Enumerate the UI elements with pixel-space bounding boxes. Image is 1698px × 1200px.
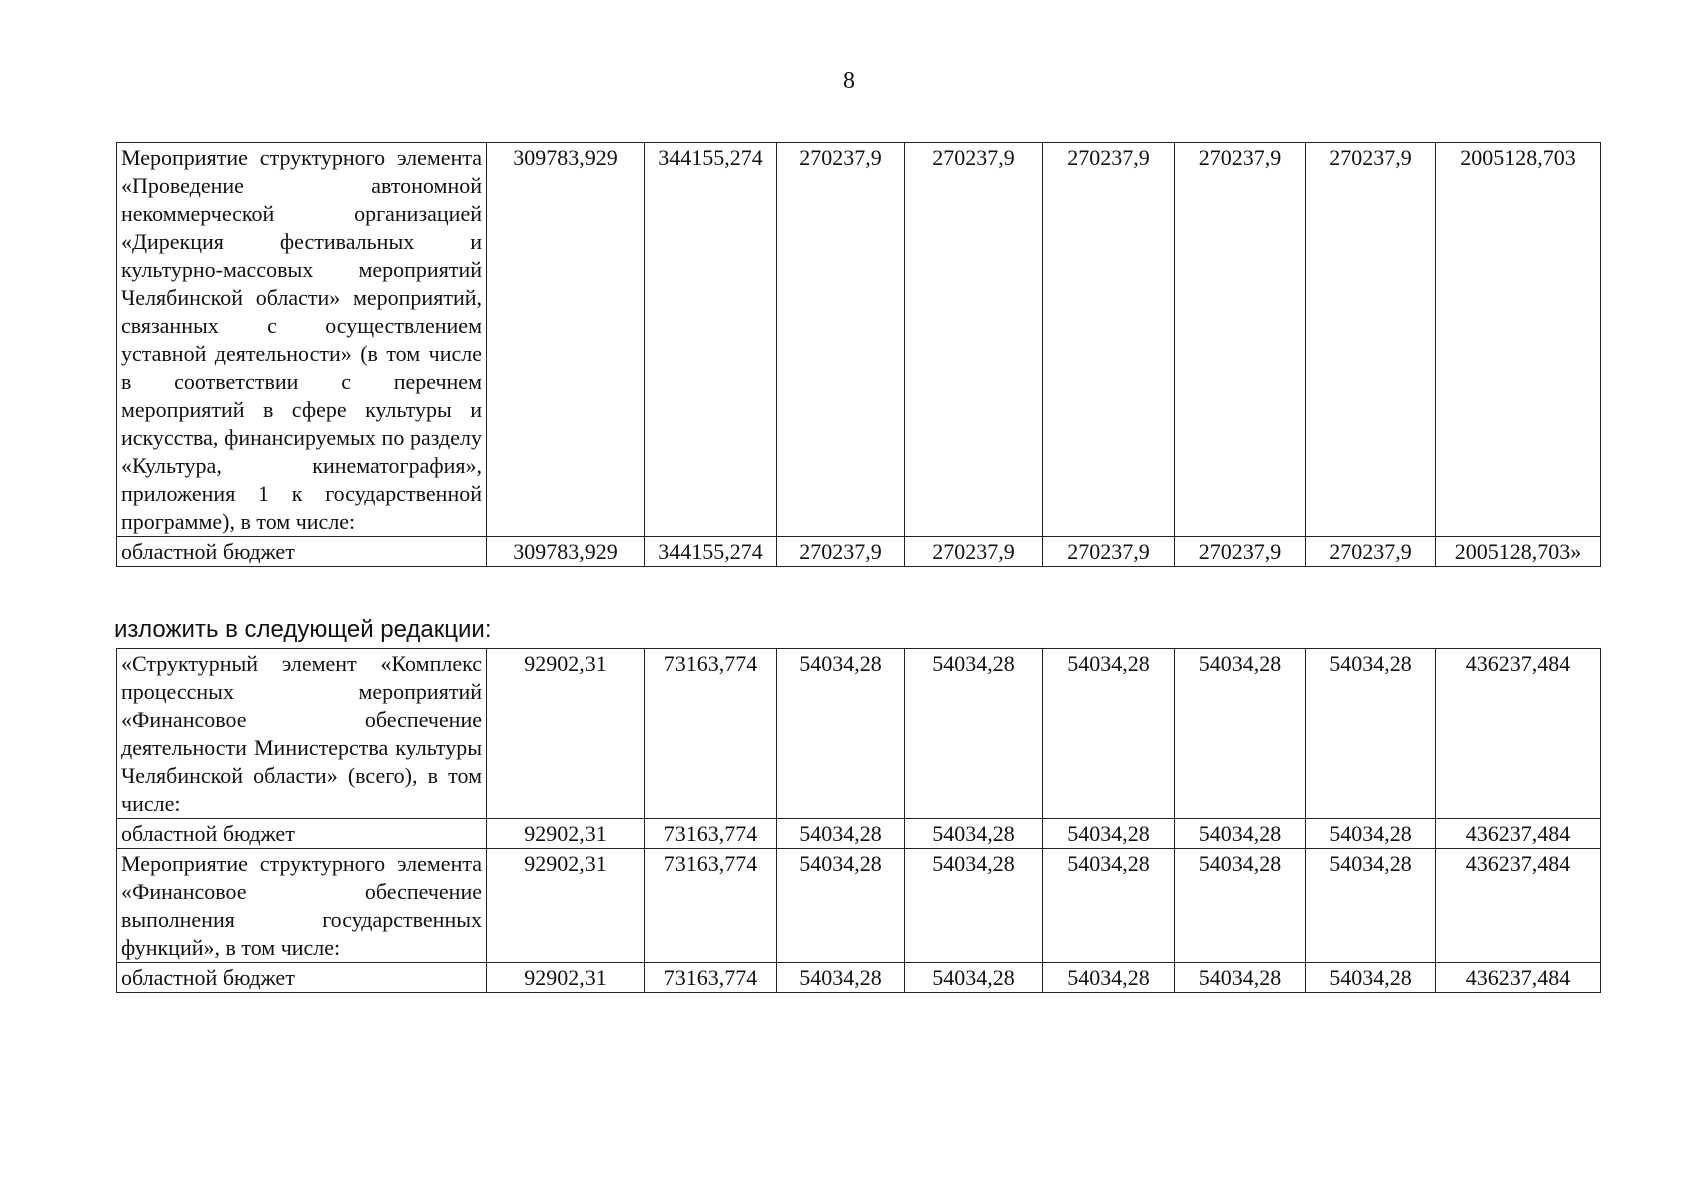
amendment-instruction: изложить в следующей редакции:: [114, 616, 492, 643]
value-cell: 73163,774: [645, 819, 777, 849]
table-row: [117, 849, 1601, 963]
table-row: [117, 963, 1601, 993]
value-cell: 92902,31: [487, 849, 645, 963]
value-cell: 344155,274: [645, 143, 777, 537]
table-row: [117, 143, 1601, 537]
row-label: областной бюджет: [117, 537, 487, 567]
total-cell: 436237,484: [1436, 649, 1601, 819]
row-label: областной бюджет: [117, 819, 487, 849]
total-cell: 436237,484: [1436, 963, 1601, 993]
value-cell: 54034,28: [1043, 849, 1175, 963]
value-cell: 309783,929: [487, 537, 645, 567]
value-cell: 54034,28: [1306, 963, 1436, 993]
value-cell: 73163,774: [645, 649, 777, 819]
value-cell: 54034,28: [905, 649, 1043, 819]
value-cell: 54034,28: [1175, 819, 1306, 849]
value-cell: 344155,274: [645, 537, 777, 567]
value-cell: 54034,28: [1043, 819, 1175, 849]
page-number: 8: [843, 68, 855, 94]
value-cell: 54034,28: [1175, 963, 1306, 993]
row-label: Мероприятие структурного элемента «Проведение автономной некоммерческой организацией «Дирекция фестивальных и культурно-массовых мероприятий Челябинской области» мероприятий, связанных с осуществлением уставной деятельности» (в том числе в соответствии с перечнем мероприятий в сфере культуры и искусства, финансируемых по разделу «Культура, кинематография», приложения 1 к государственной программе), в том числе:: [117, 143, 487, 537]
value-cell: 54034,28: [777, 849, 905, 963]
value-cell: 54034,28: [777, 819, 905, 849]
total-cell: 436237,484: [1436, 849, 1601, 963]
value-cell: 54034,28: [1306, 649, 1436, 819]
value-cell: 92902,31: [487, 819, 645, 849]
value-cell: 54034,28: [777, 649, 905, 819]
row-label: «Структурный элемент «Комплекс процессных мероприятий «Финансовое обеспечение деятельности Министерства культуры Челябинской области» (всего), в том числе:: [117, 649, 487, 819]
value-cell: 54034,28: [777, 963, 905, 993]
value-cell: 270237,9: [905, 143, 1043, 537]
value-cell: 54034,28: [1175, 649, 1306, 819]
value-cell: 54034,28: [905, 819, 1043, 849]
budget-table-original: [116, 142, 1601, 567]
value-cell: 92902,31: [487, 649, 645, 819]
value-cell: 73163,774: [645, 963, 777, 993]
total-cell: 2005128,703»: [1436, 537, 1601, 567]
value-cell: 270237,9: [1043, 537, 1175, 567]
value-cell: 270237,9: [1306, 143, 1436, 537]
table-row: [117, 819, 1601, 849]
row-label: Мероприятие структурного элемента «Финансовое обеспечение выполнения государственных функций», в том числе:: [117, 849, 487, 963]
total-cell: 436237,484: [1436, 819, 1601, 849]
value-cell: 270237,9: [1043, 143, 1175, 537]
value-cell: 270237,9: [1175, 537, 1306, 567]
value-cell: 54034,28: [1306, 819, 1436, 849]
value-cell: 54034,28: [905, 849, 1043, 963]
value-cell: 54034,28: [905, 963, 1043, 993]
total-cell: 2005128,703: [1436, 143, 1601, 537]
table-1-body: [117, 143, 1601, 567]
value-cell: 73163,774: [645, 849, 777, 963]
value-cell: 54034,28: [1175, 849, 1306, 963]
table-row: [117, 537, 1601, 567]
budget-table-new: [116, 648, 1601, 993]
value-cell: 270237,9: [1306, 537, 1436, 567]
value-cell: 270237,9: [1175, 143, 1306, 537]
value-cell: 270237,9: [905, 537, 1043, 567]
value-cell: 54034,28: [1043, 649, 1175, 819]
value-cell: 270237,9: [777, 143, 905, 537]
value-cell: 54034,28: [1043, 963, 1175, 993]
value-cell: 270237,9: [777, 537, 905, 567]
table-2-body: [117, 649, 1601, 993]
value-cell: 92902,31: [487, 963, 645, 993]
value-cell: 54034,28: [1306, 849, 1436, 963]
table-row: [117, 649, 1601, 819]
value-cell: 309783,929: [487, 143, 645, 537]
row-label: областной бюджет: [117, 963, 487, 993]
